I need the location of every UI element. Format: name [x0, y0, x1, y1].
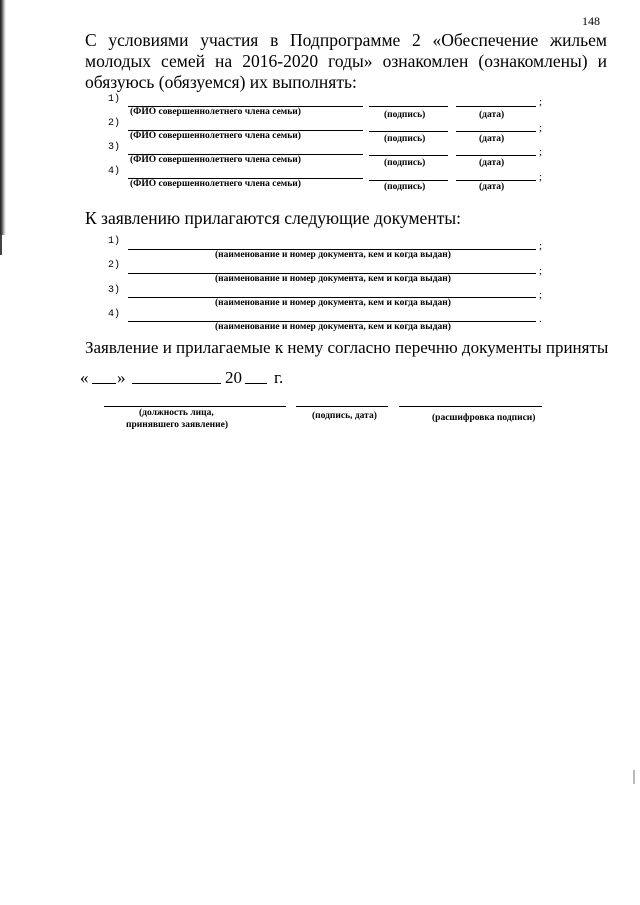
date-month-line[interactable] — [132, 383, 221, 384]
document-1-semicolon: ; — [539, 240, 543, 252]
member-2-number: 2) — [108, 118, 121, 129]
page-number: 148 — [582, 14, 600, 28]
document-2-semicolon: ; — [539, 265, 543, 277]
member-3-semicolon: ; — [539, 146, 543, 158]
sign-date-caption: (подпись, дата) — [312, 411, 377, 421]
date-year-line[interactable] — [245, 383, 267, 384]
member-3-fio-caption: (ФИО совершеннолетнего члена семьи) — [130, 155, 301, 165]
member-1-sign-line[interactable] — [369, 106, 448, 107]
document-2-caption: (наименование и номер документа, кем и когда выдан) — [215, 274, 451, 284]
member-1-fio-caption: (ФИО совершеннолетнего члена семьи) — [130, 107, 301, 117]
position-caption-line2: принявшего заявление) — [126, 420, 228, 430]
member-1-date-line[interactable] — [456, 106, 536, 107]
member-4-date-caption: (дата) — [479, 182, 505, 192]
documents-title: К заявлению прилагаются следующие документы: — [85, 208, 461, 228]
document-3-caption: (наименование и номер документа, кем и когда выдан) — [215, 298, 451, 308]
member-1-sign-caption: (подпись) — [384, 110, 426, 120]
decoding-line[interactable] — [399, 406, 542, 407]
document-2-number: 2) — [108, 260, 121, 271]
date-year-suffix: г. — [274, 368, 284, 387]
scan-edge — [0, 0, 6, 235]
member-4-sign-line[interactable] — [369, 180, 448, 181]
document-1-number: 1) — [108, 236, 121, 247]
member-4-number: 4) — [108, 166, 121, 177]
member-1-date-caption: (дата) — [479, 110, 505, 120]
member-4-fio-caption: (ФИО совершеннолетнего члена семьи) — [130, 179, 301, 189]
member-3-date-line[interactable] — [456, 155, 536, 156]
document-4-number: 4) — [108, 309, 121, 320]
member-3-sign-line[interactable] — [369, 155, 448, 156]
date-open-quote: « — [80, 368, 89, 387]
member-1-semicolon: ; — [539, 96, 543, 108]
document-4-caption: (наименование и номер документа, кем и когда выдан) — [215, 322, 451, 332]
member-1-number: 1) — [108, 94, 121, 105]
member-2-fio-caption: (ФИО совершеннолетнего члена семьи) — [130, 131, 301, 141]
scan-artifact — [633, 770, 635, 784]
member-2-sign-line[interactable] — [369, 131, 448, 132]
sign-date-line[interactable] — [296, 406, 388, 407]
position-line[interactable] — [104, 406, 286, 407]
scan-edge-mark — [0, 235, 2, 255]
date-day-line[interactable] — [92, 383, 116, 384]
member-4-semicolon: ; — [539, 171, 543, 183]
member-3-sign-caption: (подпись) — [384, 158, 426, 168]
date-year-prefix: 20 — [225, 368, 242, 387]
member-3-date-caption: (дата) — [479, 158, 505, 168]
member-3-number: 3) — [108, 142, 121, 153]
date-close-quote: » — [117, 368, 126, 387]
member-4-sign-caption: (подпись) — [384, 182, 426, 192]
document-1-caption: (наименование и номер документа, кем и когда выдан) — [215, 250, 451, 260]
member-2-date-caption: (дата) — [479, 134, 505, 144]
accepted-title: Заявление и прилагаемые к нему согласно перечню документы приняты — [85, 338, 609, 357]
conditions-paragraph: С условиями участия в Подпрограмме 2 «Обеспечение жильем молодых семей на 2016-2020 годы» ознакомлен (ознакомлены) и обязуюсь (обязуемся) их выполнять: — [85, 30, 607, 92]
member-2-date-line[interactable] — [456, 131, 536, 132]
position-caption-line1: (должность лица, — [139, 408, 214, 418]
member-4-date-line[interactable] — [456, 180, 536, 181]
decoding-caption: (расшифровка подписи) — [432, 413, 536, 423]
member-2-sign-caption: (подпись) — [384, 134, 426, 144]
document-3-number: 3) — [108, 285, 121, 296]
document-4-period: . — [539, 313, 542, 325]
document-3-semicolon: ; — [539, 289, 543, 301]
member-2-semicolon: ; — [539, 122, 543, 134]
